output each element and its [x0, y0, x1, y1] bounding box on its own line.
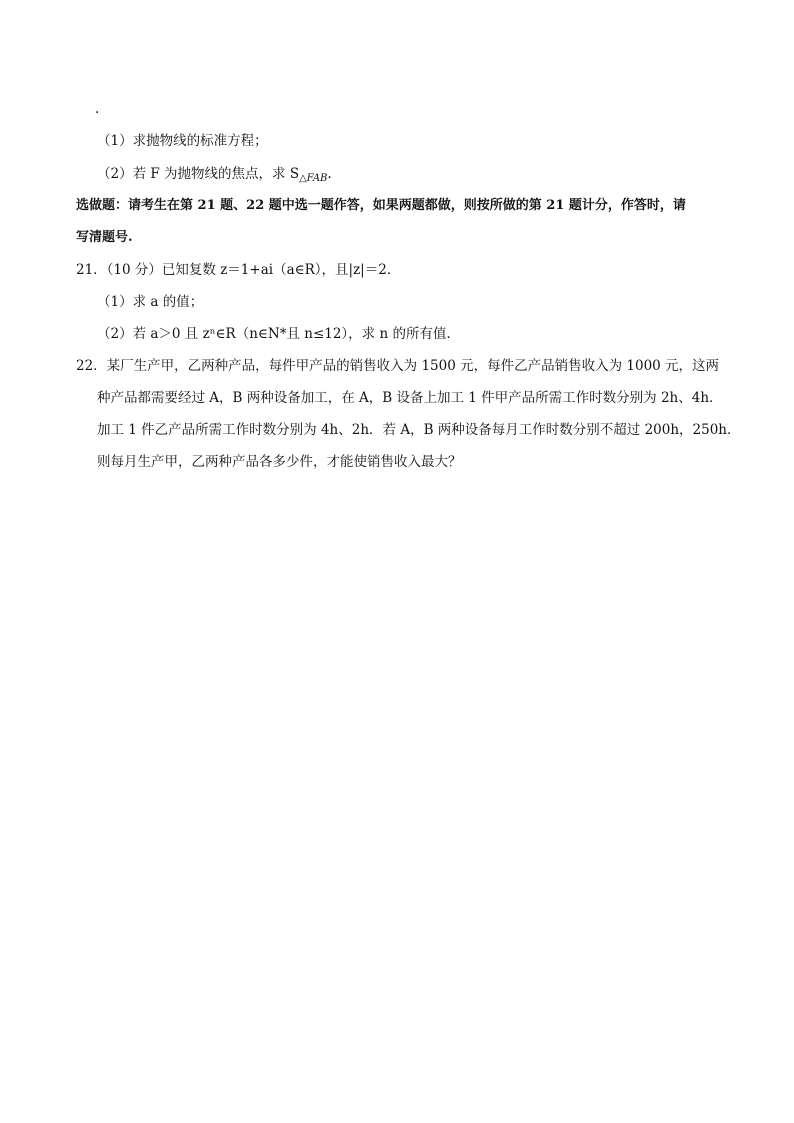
- q20-part-2-subscript: △FAB: [299, 173, 328, 184]
- q20-part-1: （1）求抛物线的标准方程；: [97, 133, 268, 149]
- elective-instructions-line-1: 选做题：请考生在第 21 题、22 题中选一题作答，如果两题都做，则按所做的第 21 题计分，作答时，请: [76, 198, 686, 213]
- q21-stem: 21．（10 分）已知复数 z＝1+ai（a∈R），且|z|＝2．: [76, 262, 401, 278]
- q22-line-4: 则每月生产甲，乙两种产品各多少件，才能使销售收入最大？: [97, 454, 462, 470]
- elective-instructions-line-2: 写清题号.: [76, 230, 133, 245]
- q22-line-2: 种产品都需要经过 A，B 两种设备加工，在 A，B 设备上加工 1 件甲产品所需工作时数分别为 2h、4h．: [97, 390, 723, 406]
- q22-line-1: 22．某厂生产甲，乙两种产品，每件甲产品的销售收入为 1500 元，每件乙产品销售收入为 1000 元，这两: [76, 358, 720, 374]
- q22-line-3: 加工 1 件乙产品所需工作时数分别为 4h、2h．若 A，B 两种设备每月工作时数分别不超过 200h，250h．: [97, 422, 741, 438]
- q20-part-2: [97, 164, 332, 189]
- q21-part-2: （2）若 a＞0 且 zⁿ∈R（n∈N*且 n≤12），求 n 的所有值．: [97, 326, 460, 342]
- q20-part-2-suffix: .: [327, 166, 332, 182]
- q20-part-2-prefix: （2）若 F 为抛物线的焦点，求 S: [97, 166, 300, 182]
- leading-dot: .: [95, 101, 100, 117]
- q21-part-1: （1）求 a 的值；: [97, 294, 204, 310]
